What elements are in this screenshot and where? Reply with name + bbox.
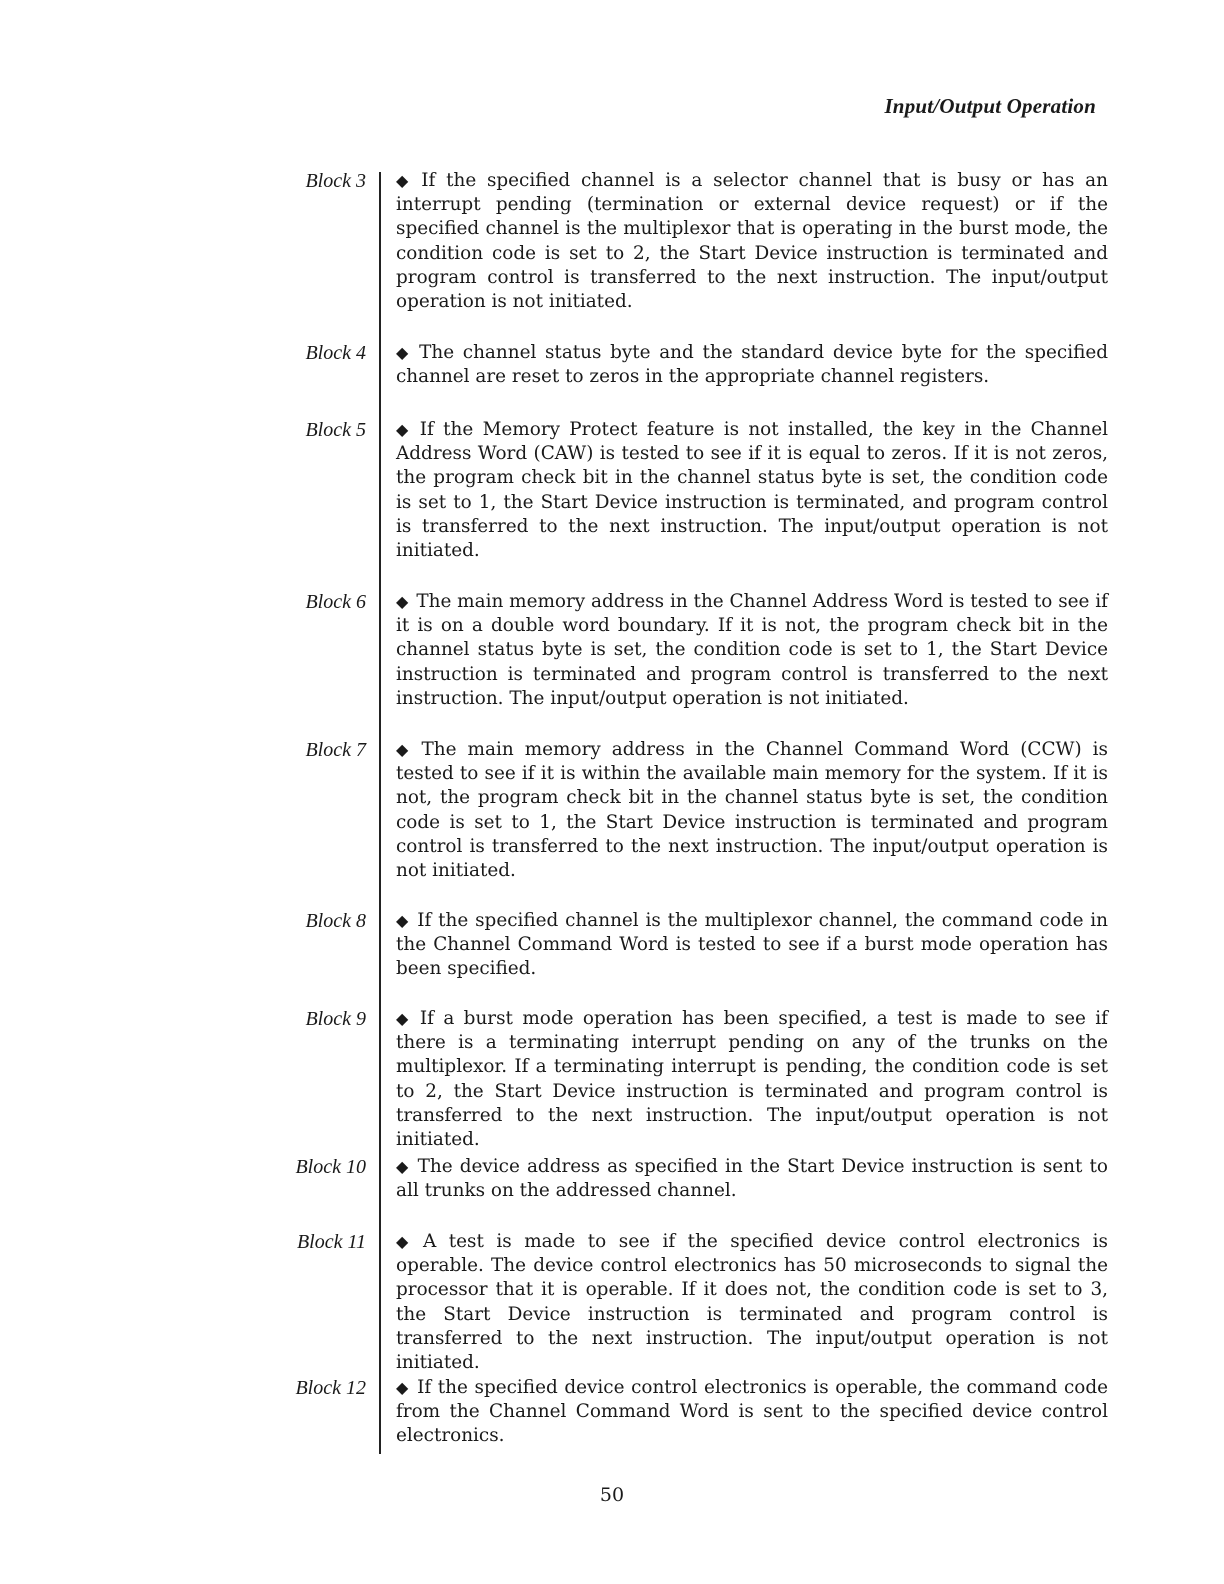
block-label: Block 6 (305, 591, 366, 613)
diamond-bullet-icon: ◆ (396, 1378, 410, 1397)
block-label: Block 3 (305, 170, 366, 192)
diamond-bullet-icon: ◆ (396, 592, 409, 611)
block-description-text: If the Memory Protect feature is not installed, the key in the Channel Address Word (CAW) is tested to see if it is equal to zeros. If it is not zeros, the program check bit in the channel status byte is set, the condition code is set to 1, the Start Device instruction is terminated, and program control is transferred to the next instruction. The input/output operation is not initiated. (396, 419, 1108, 562)
block-description (396, 909, 1108, 982)
block-description-text: A test is made to see if the specified device control electronics is operable. The device control electronics has 50 microseconds to signal the processor that it is operable. If it does not, the condition code is set to 3, the Start Device instruction is terminated and program control is transferred to the next instruction. The input/output operation is not initiated. (396, 1231, 1108, 1374)
block-label: Block 12 (295, 1377, 366, 1399)
block-description-text: If the specified channel is a selector channel that is busy or has an interrupt pending (termination or external device request) or if the specified channel is the multiplexor that is operating in the burst mode, the condition code is set to 2, the Start Device instruction is terminated and program control is transferred to the next instruction. The input/output operation is not initiated. (396, 170, 1108, 313)
block-description-text: The channel status byte and the standard device byte for the specified channel are reset to zeros in the appropriate channel registers. (396, 342, 1108, 388)
page-number: 50 (599, 1484, 625, 1506)
block-label: Block 4 (305, 342, 366, 364)
diamond-bullet-icon: ◆ (396, 1157, 410, 1176)
block-description (396, 590, 1108, 711)
diamond-bullet-icon: ◆ (396, 420, 412, 439)
block-description (396, 1376, 1108, 1449)
block-description (396, 1007, 1108, 1152)
block-description (396, 169, 1108, 314)
block-description (396, 738, 1108, 883)
diamond-bullet-icon: ◆ (396, 1232, 415, 1251)
block-label: Block 8 (305, 910, 366, 932)
block-description (396, 341, 1108, 389)
block-description-text: If the specified device control electronics is operable, the command code from the Channel Command Word is sent to the specified device control electronics. (396, 1377, 1109, 1447)
block-label: Block 5 (305, 419, 366, 441)
diamond-bullet-icon: ◆ (396, 911, 410, 930)
diamond-bullet-icon: ◆ (396, 343, 412, 362)
block-label: Block 7 (305, 739, 366, 761)
block-description (396, 1155, 1108, 1203)
block-description (396, 418, 1108, 563)
diamond-bullet-icon: ◆ (396, 740, 414, 759)
block-description-text: If the specified channel is the multiplexor channel, the command code in the Channel Command Word is tested to see if a burst mode operation has been specified. (396, 910, 1108, 980)
diamond-bullet-icon: ◆ (396, 1009, 412, 1028)
block-label: Block 10 (295, 1156, 366, 1178)
diamond-bullet-icon: ◆ (396, 171, 414, 190)
block-description (396, 1230, 1108, 1375)
block-description-text: If a burst mode operation has been specified, a test is made to see if there is a terminating interrupt pending on any of the trunks on the multiplexor. If a terminating interrupt is pending, the condition code is set to 2, the Start Device instruction is terminated and program control is transferred to the next instruction. The input/output operation is not initiated. (396, 1008, 1108, 1151)
block-description-text: The device address as specified in the Start Device instruction is sent to all trunks on the addressed channel. (396, 1156, 1108, 1202)
block-description-text: The main memory address in the Channel Address Word is tested to see if it is on a double word boundary. If it is not, the program check bit in the channel status byte is set, the condition code is set to 1, the Start Device instruction is terminated and program control is transferred to the next instruction. The input/output operation is not initiated. (396, 591, 1108, 709)
block-description-text: The main memory address in the Channel Command Word (CCW) is tested to see if it is within the available main memory for the system. If it is not, the program check bit in the channel status byte is set, the condition code is set to 1, the Start Device instruction is terminated and program control is transferred to the next instruction. The input/output operation is not initiated. (396, 739, 1108, 882)
margin-rule (379, 172, 381, 1454)
block-label: Block 9 (305, 1008, 366, 1030)
block-label: Block 11 (296, 1231, 366, 1253)
running-head-title: Input/Output Operation (884, 94, 1096, 118)
